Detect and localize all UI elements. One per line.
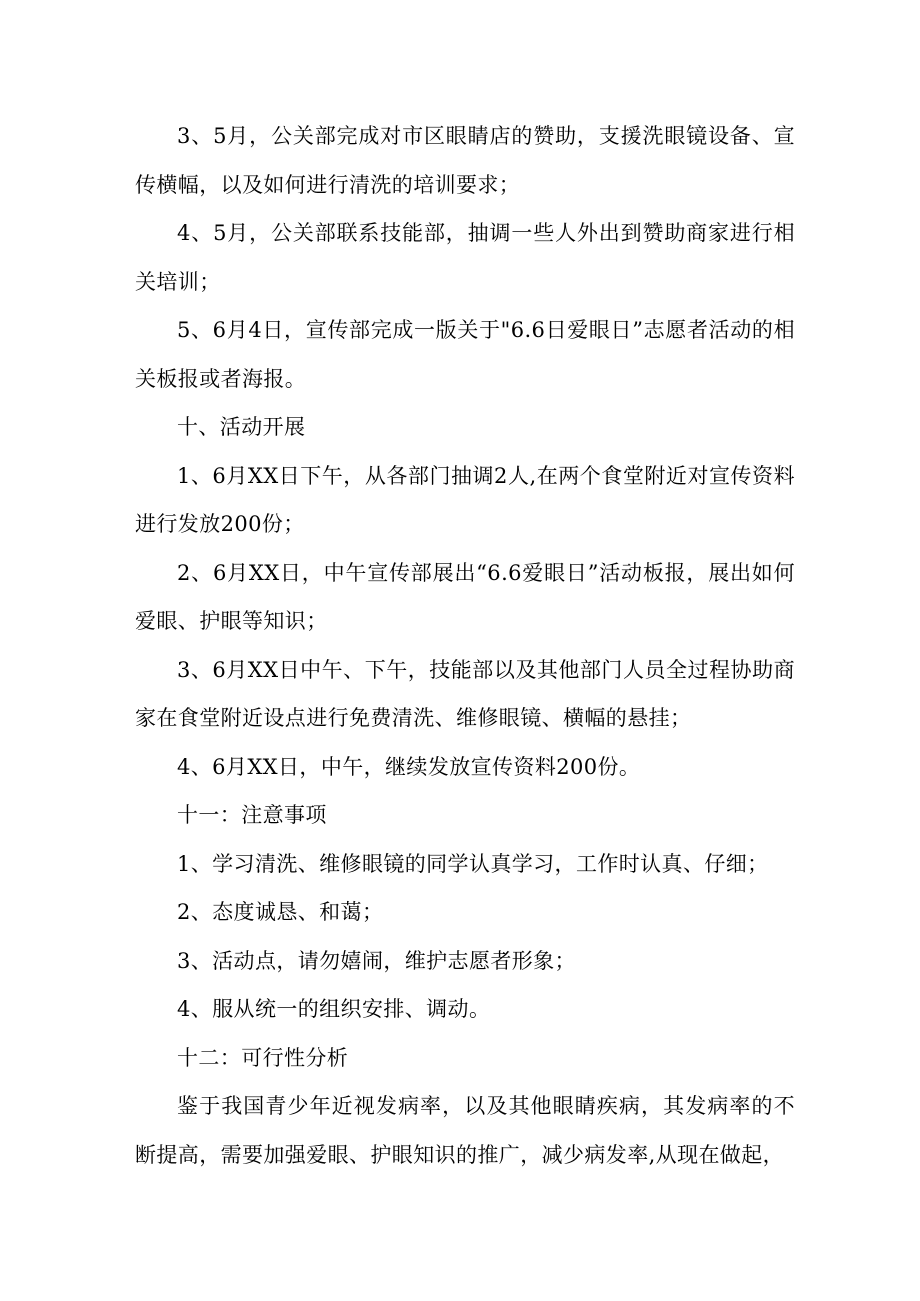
activity-item-3: 3、6月XX日中午、下午，技能部以及其他部门人员全过程协助商家在食堂附近设点进行免费清洗、维修眼镜、横幅的悬挂； [135, 657, 795, 730]
activity-item-1: 1、6月XX日下午，从各部门抽调2人,在两个食堂附近对宣传资料进行发放200份； [135, 463, 795, 536]
feasibility-paragraph: 鉴于我国青少年近视发病率，以及其他眼睛疾病，其发病率的不断提高，需要加强爱眼、护眼知识的推广，减少病发率,从现在做起， [135, 1094, 795, 1167]
notes-item-4: 4、服从统一的组织安排、调动。 [177, 997, 491, 1021]
document-body [135, 112, 795, 1179]
paragraph-item-5: 5、6月4日，宣传部完成一版关于"6.6日爱眼日”志愿者活动的相关板报或者海报。 [135, 318, 795, 391]
notes-item-2: 2、态度诚恳、和蔼； [177, 900, 384, 924]
paragraph-item-3: 3、5月，公关部完成对市区眼睛店的赞助，支援洗眼镜设备、宣传横幅，以及如何进行清洗的培训要求； [135, 124, 795, 197]
section-heading-feasibility: 十二：可行性分析 [177, 1045, 349, 1070]
notes-item-1: 1、学习清洗、维修眼镜的同学认真学习，工作时认真、仔细； [177, 851, 769, 876]
paragraph-item-4: 4、5月，公关部联系技能部，抽调一些人外出到赞助商家进行相关培训； [135, 221, 795, 294]
activity-item-2: 2、6月XX日，中午宣传部展出“6.6爱眼日”活动板报，展出如何爱眼、护眼等知识； [135, 560, 795, 633]
section-heading-activity: 十、活动开展 [177, 415, 306, 439]
notes-item-3: 3、活动点，请勿嬉闹，维护志愿者形象； [177, 948, 576, 973]
activity-item-4: 4、6月XX日，中午，继续发放宣传资料200份。 [177, 754, 641, 779]
section-heading-notes: 十一：注意事项 [177, 803, 327, 827]
